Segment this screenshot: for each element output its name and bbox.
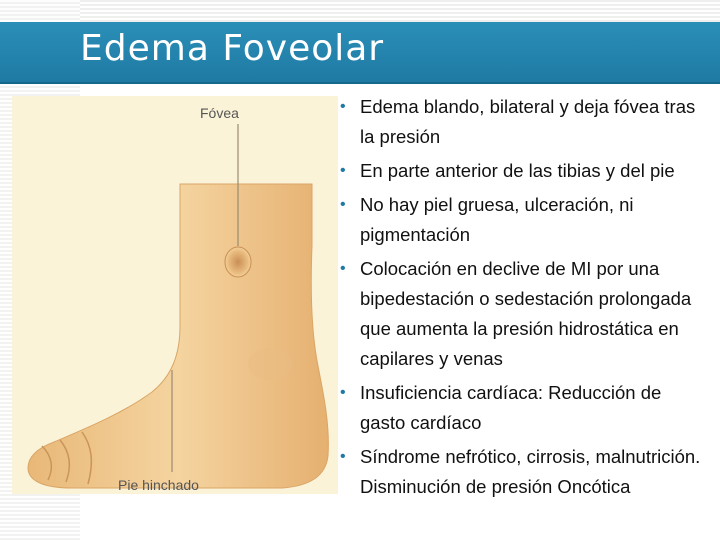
bullet-list: [334, 92, 706, 506]
fovea-pit: [225, 247, 251, 277]
bullet-item: • Síndrome nefrótico, cirrosis, malnutrición. Disminución de presión Oncótica: [334, 442, 706, 502]
foot-illustration-svg: [12, 96, 338, 494]
bullet-dot-icon: •: [340, 196, 346, 213]
bullet-dot-icon: •: [340, 260, 346, 277]
background-texture-top: [0, 0, 720, 22]
bullet-dot-icon: •: [340, 162, 346, 179]
bullet-dot-icon: •: [340, 448, 346, 465]
foot-illustration: [12, 96, 338, 494]
bullet-dot-icon: •: [340, 98, 346, 115]
bullet-item: • Insuficiencia cardíaca: Reducción de gasto cardíaco: [334, 378, 706, 438]
fovea-label: Fóvea: [200, 105, 239, 121]
bullet-item: • No hay piel gruesa, ulceración, ni pigmentación: [334, 190, 706, 250]
bullet-item: • Edema blando, bilateral y deja fóvea tras la presión: [334, 92, 706, 152]
bullet-item: • En parte anterior de las tibias y del pie: [334, 156, 706, 186]
swollen-foot-label: Pie hinchado: [118, 477, 199, 493]
ankle-shading: [248, 348, 292, 380]
bullet-item: • Colocación en declive de MI por una bipedestación o sedestación prolongada que aumenta la presión hidrostática en capilares y venas: [334, 254, 706, 374]
slide-title: Edema Foveolar: [80, 28, 385, 69]
foot-shape: [28, 184, 328, 488]
bullet-dot-icon: •: [340, 384, 346, 401]
